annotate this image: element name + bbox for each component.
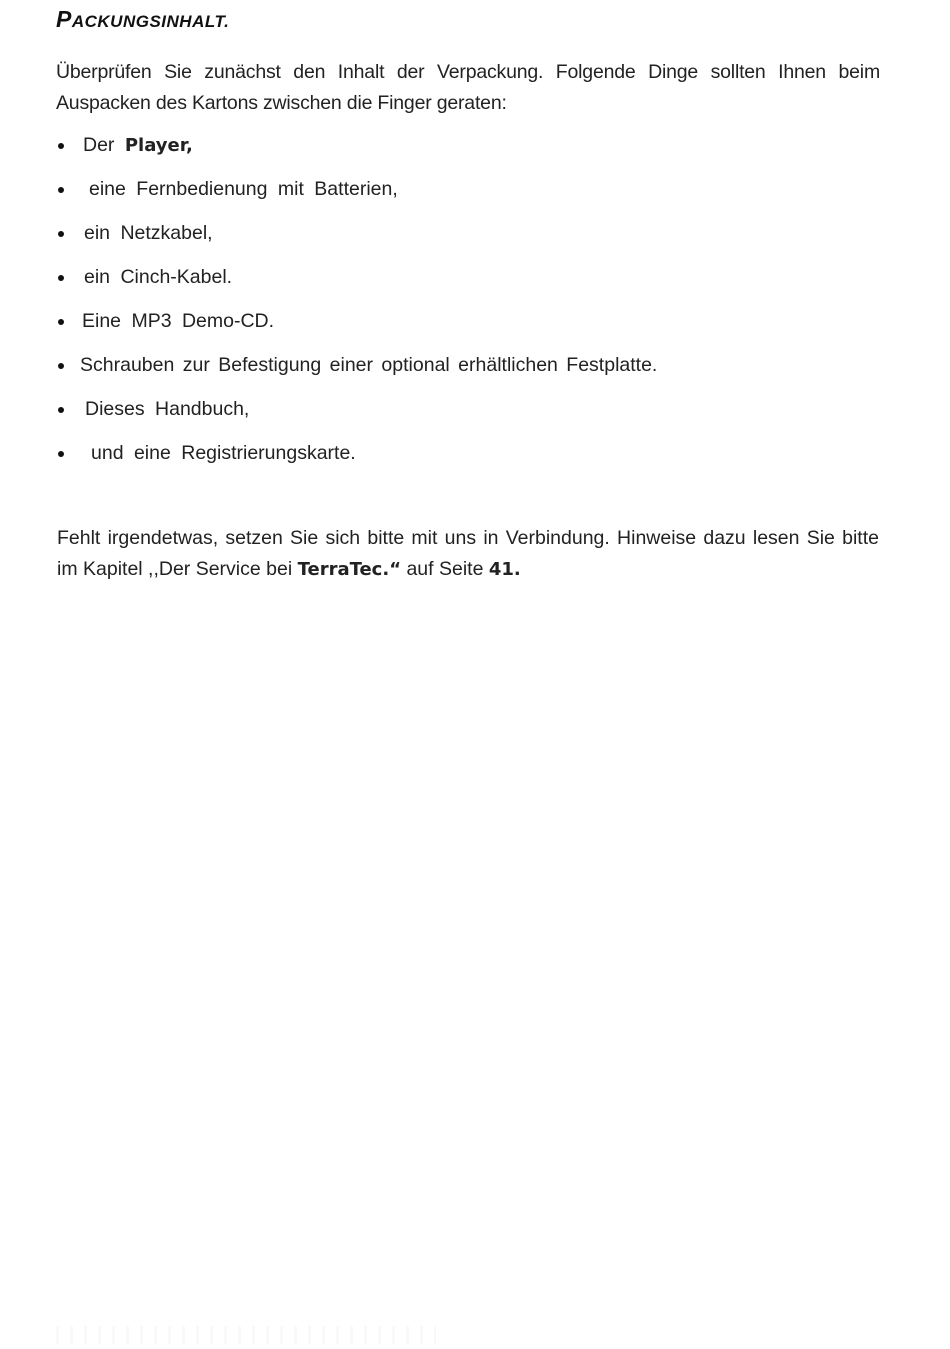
brand-name: TerraTec.“ bbox=[297, 559, 402, 580]
list-item-text: und eine Registrierungskarte. bbox=[91, 442, 356, 464]
intro-paragraph: Überprüfen Sie zunächst den Inhalt der Verpackung. Folgende Dinge sollten Ihnen beim Auspacken des Kartons zwischen die Finger geraten: bbox=[56, 61, 880, 114]
faint-footer-artifact bbox=[56, 1326, 436, 1344]
bullet-icon bbox=[58, 363, 64, 369]
list-item-text: ein Netzkabel, bbox=[84, 222, 213, 244]
package-contents-list bbox=[56, 130, 876, 482]
page-reference: 41. bbox=[488, 559, 521, 580]
heading-rest: ACKUNGSINHALT bbox=[71, 12, 225, 31]
list-item bbox=[56, 218, 876, 262]
outro-text: Fehlt irgendetwas, setzen Sie sich bitte mit uns in Verbindung. Hinweise dazu lesen Sie bitte im Kapitel ,,Der Service bei bbox=[57, 527, 879, 580]
bullet-icon bbox=[58, 143, 64, 149]
list-item bbox=[56, 262, 876, 306]
bullet-icon bbox=[58, 451, 64, 457]
section-heading bbox=[56, 6, 229, 33]
list-item bbox=[56, 130, 876, 174]
list-item bbox=[56, 306, 876, 350]
list-item-text: Der bbox=[83, 134, 125, 156]
list-item bbox=[56, 438, 876, 482]
bullet-icon bbox=[58, 231, 64, 237]
bullet-icon bbox=[58, 319, 64, 325]
outro-paragraph bbox=[57, 523, 879, 585]
list-item bbox=[56, 350, 876, 394]
bullet-icon bbox=[58, 187, 64, 193]
heading-initial: P bbox=[56, 6, 72, 32]
heading-dot: . bbox=[224, 12, 230, 31]
list-item bbox=[56, 394, 876, 438]
outro-middle: auf Seite bbox=[401, 558, 489, 580]
bullet-icon bbox=[58, 407, 64, 413]
list-item-text: eine Fernbedienung mit Batterien, bbox=[89, 178, 398, 200]
list-item-text: Dieses Handbuch, bbox=[85, 398, 250, 420]
list-item-text: ein Cinch-Kabel. bbox=[84, 266, 233, 288]
list-item-strong: Player, bbox=[124, 135, 193, 156]
list-item-text: Schrauben zur Befestigung einer optional erhältlichen Festplatte. bbox=[80, 354, 658, 376]
bullet-icon bbox=[58, 275, 64, 281]
list-item bbox=[56, 174, 876, 218]
list-item-text: Eine MP3 Demo-CD. bbox=[82, 310, 275, 332]
